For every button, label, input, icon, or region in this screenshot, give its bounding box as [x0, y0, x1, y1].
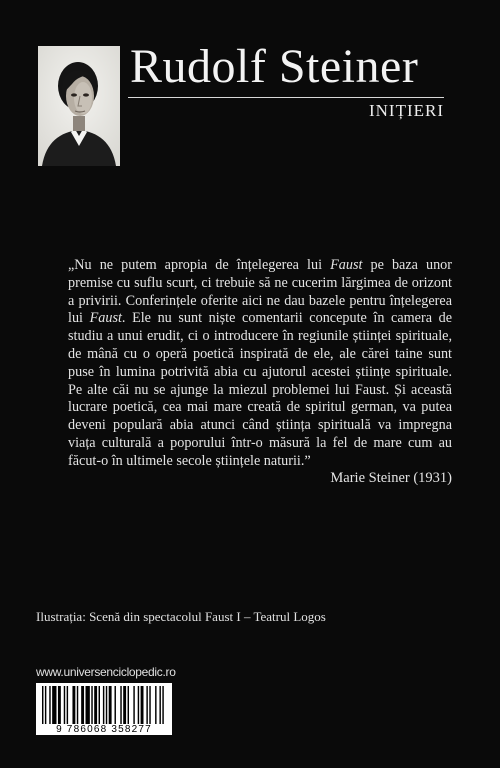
book-subtitle: INIȚIERI [368, 101, 444, 120]
barcode-bar [149, 686, 150, 724]
barcode-bar [91, 686, 92, 724]
title-divider [128, 97, 444, 98]
barcode-bar [58, 686, 61, 724]
barcode-bar [99, 686, 100, 724]
barcode-bar [120, 686, 121, 724]
barcode-bar [159, 686, 160, 724]
barcode-bar [155, 686, 156, 724]
back-cover-quote [68, 257, 452, 471]
barcode-bar [115, 686, 116, 724]
author-portrait-photo [38, 46, 120, 166]
barcode-bar [138, 686, 139, 724]
barcode-bar [77, 686, 78, 724]
barcode-bar [52, 686, 56, 724]
barcode-bar [81, 686, 84, 724]
quote-attribution: Marie Steiner (1931) [330, 470, 452, 486]
barcode-bar [67, 686, 68, 724]
quote-text-fragment: pe baza unor premise cu suflu scurt, ci trebuie să ne cucerim lărgimea de orizont a privirii. Conferințele oferite aici ne dau bazele pentru înțelegerea lui [68, 257, 453, 327]
isbn-barcode [36, 683, 172, 735]
quote-text-fragment: . Ele nu sunt niște comentarii concepute în camera de studiu a unui erudit, ci o introducere în regiunile științei spirituale, de mână cu o operă poetică inspirată de ele, ale cărei taine sunt puse în lumina potrivită abia cu ajutorul acestei științe spirituale. Pe alte căi nu se ajunge la miezul problemei lui Faust. Și această lucrare poetică, cea mai mare creată de spiritul german, va putea deveni populară abia atunci când știința spirituală va impregna viața culturală a poporului într-o măsură la fel de mare cum au făcut-o în ultimele secole științele naturii.” [68, 310, 452, 469]
author-name: Rudolf Steiner [130, 40, 419, 93]
barcode-bar [106, 686, 107, 724]
barcode-bar [133, 686, 134, 724]
barcode-bar [103, 686, 104, 724]
barcode-bar [42, 686, 43, 724]
barcode-bar [109, 686, 112, 724]
barcode-bar [72, 686, 75, 724]
author-portrait [38, 46, 120, 166]
publisher-website: www.universenciclopedic.ro [36, 665, 176, 679]
barcode-bar [146, 686, 147, 724]
quote-text-fragment: „Nu ne putem apropia de înțelegerea lui [68, 257, 331, 273]
quote-title-italic: Faust [89, 310, 122, 327]
barcode-bars [36, 683, 172, 725]
barcode-bar [64, 686, 65, 724]
barcode-bar [162, 686, 163, 724]
barcode-bar [45, 686, 46, 724]
barcode-bar [86, 686, 90, 724]
barcode-bar [123, 686, 126, 724]
barcode-bar [49, 686, 50, 724]
barcode-bar [128, 686, 129, 724]
barcode-bar [141, 686, 144, 724]
illustration-credit: Ilustrația: Scenă din spectacolul Faust I – Teatrul Logos [36, 609, 326, 624]
quote-title-italic: Faust [330, 257, 363, 273]
barcode-bar [94, 686, 97, 724]
isbn-digits: 9 786068 358277 [56, 724, 152, 735]
